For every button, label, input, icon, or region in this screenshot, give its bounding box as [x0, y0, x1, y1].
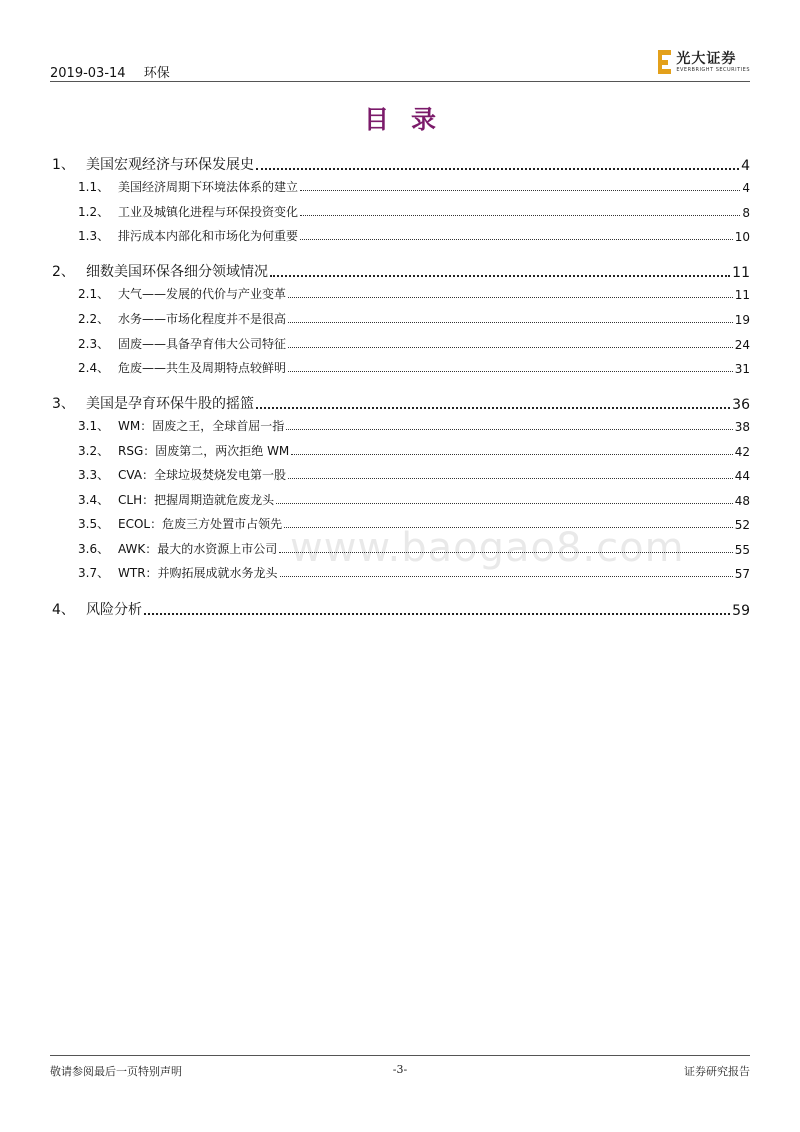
toc-subsection-row[interactable]	[52, 202, 750, 220]
toc-page-number[interactable]: 36	[732, 397, 750, 413]
toc-dot-leader	[288, 322, 733, 323]
page-title: 目录	[363, 105, 458, 134]
toc-page-number[interactable]: 31	[734, 362, 750, 376]
toc-number: 2.4、	[78, 361, 110, 375]
toc-subsection-row[interactable]	[52, 358, 750, 376]
toc-label[interactable]: WTR：并购拓展成就水务龙头	[118, 566, 278, 580]
toc-number: 2、	[52, 264, 75, 280]
toc-section-row[interactable]	[52, 259, 750, 281]
toc-page-number[interactable]: 44	[734, 469, 750, 483]
toc-subsection-row[interactable]	[52, 226, 750, 244]
toc-label[interactable]: WM：固废之王，全球首屈一指	[118, 419, 285, 433]
toc-label[interactable]: RSG：固废第二，两次拒绝 WM	[118, 444, 290, 458]
toc-dot-leader	[280, 576, 733, 577]
toc-section-row[interactable]	[52, 391, 750, 413]
toc-dot-leader	[279, 552, 732, 553]
toc-number: 3.2、	[78, 444, 110, 458]
watermark: www.baogao8.com	[290, 525, 685, 571]
toc-page-number[interactable]: 11	[734, 288, 750, 302]
toc-page-number[interactable]: 19	[734, 313, 750, 327]
toc-dot-leader	[286, 429, 732, 430]
toc-page-number[interactable]: 10	[734, 230, 750, 244]
toc-dot-leader	[291, 454, 732, 455]
toc-dot-leader	[284, 527, 733, 528]
toc-section-row[interactable]	[52, 597, 750, 619]
toc-label[interactable]: 固废——具备孕育伟大公司特征	[118, 337, 287, 351]
toc-label[interactable]: 美国经济周期下环境法体系的建立	[118, 180, 299, 194]
toc-page-number[interactable]: 4	[742, 181, 750, 195]
toc-number: 1.2、	[78, 205, 110, 219]
toc-section-row[interactable]	[52, 152, 750, 174]
toc-label[interactable]: CLH：把握周期造就危废龙头	[118, 493, 275, 507]
toc-number: 3.1、	[78, 419, 110, 433]
page-footer	[50, 1055, 750, 1079]
toc-number: 3.7、	[78, 566, 110, 580]
toc-number: 3.4、	[78, 493, 110, 507]
toc-page-number[interactable]: 59	[732, 603, 750, 619]
toc-dot-leader	[288, 347, 733, 348]
toc-label[interactable]: 细数美国环保各细分领域情况	[86, 264, 268, 280]
toc-label[interactable]: CVA：全球垃圾焚烧发电第一股	[118, 468, 287, 482]
toc-subsection-row[interactable]	[52, 563, 750, 581]
page-number: -3-	[392, 1063, 408, 1076]
toc-subsection-row[interactable]	[52, 309, 750, 327]
toc-dot-leader	[288, 297, 733, 298]
toc-dot-leader	[300, 239, 733, 240]
toc-number: 1.1、	[78, 180, 110, 194]
toc-label[interactable]: 美国是孕育环保牛股的摇篮	[86, 396, 254, 412]
toc-page-number[interactable]: 38	[734, 420, 750, 434]
report-date: 2019-03-14	[50, 66, 126, 81]
toc-number: 3.3、	[78, 468, 110, 482]
sector-label: 环保	[143, 66, 170, 81]
toc-dot-leader	[256, 407, 730, 409]
toc-number: 3、	[52, 396, 75, 412]
toc-subsection-row[interactable]	[52, 490, 750, 508]
brand-name-cn: 光大证券	[676, 50, 737, 67]
everbright-logo-icon	[658, 50, 671, 74]
toc-label[interactable]: 水务——市场化程度并不是很高	[118, 312, 287, 326]
toc-dot-leader	[288, 478, 733, 479]
toc-page-number[interactable]: 42	[734, 445, 750, 459]
toc-number: 1.3、	[78, 229, 110, 243]
toc-number: 4、	[52, 602, 75, 618]
toc-label[interactable]: 工业及城镇化进程与环保投资变化	[118, 205, 299, 219]
everbright-logo	[658, 50, 750, 74]
toc-dot-leader	[256, 168, 739, 170]
toc-page-number[interactable]: 52	[734, 518, 750, 532]
toc-page-number[interactable]: 57	[734, 567, 750, 581]
toc-page-number[interactable]: 48	[734, 494, 750, 508]
toc-dot-leader	[288, 371, 733, 372]
toc-number: 1、	[52, 157, 75, 173]
toc-page-number[interactable]: 8	[742, 206, 750, 220]
toc-subsection-row[interactable]	[52, 177, 750, 195]
toc-label[interactable]: 美国宏观经济与环保发展史	[86, 157, 254, 173]
toc-label[interactable]: 大气——发展的代价与产业变革	[118, 287, 287, 301]
toc-subsection-row[interactable]	[52, 465, 750, 483]
toc-subsection-row[interactable]	[52, 334, 750, 352]
toc-number: 3.5、	[78, 517, 110, 531]
toc-page-number[interactable]: 11	[732, 265, 750, 281]
toc-dot-leader	[300, 190, 740, 191]
toc-label[interactable]: AWK：最大的水资源上市公司	[118, 542, 278, 556]
toc-dot-leader	[270, 275, 730, 277]
header-meta	[50, 62, 184, 81]
toc-number: 2.2、	[78, 312, 110, 326]
toc-subsection-row[interactable]	[52, 514, 750, 532]
toc-label[interactable]: 风险分析	[86, 602, 142, 618]
toc-page-number[interactable]: 55	[734, 543, 750, 557]
toc-subsection-row[interactable]	[52, 284, 750, 302]
footer-disclaimer: 敬请参阅最后一页特别声明	[50, 1065, 182, 1078]
toc-dot-leader	[276, 503, 733, 504]
toc-label[interactable]: ECOL：危废三方处置市占领先	[118, 517, 283, 531]
toc-page-number[interactable]: 24	[734, 338, 750, 352]
toc-page-number[interactable]: 4	[741, 158, 750, 174]
footer-report-type: 证券研究报告	[684, 1065, 750, 1078]
toc-label[interactable]: 排污成本内部化和市场化为何重要	[118, 229, 299, 243]
page-header	[50, 48, 750, 82]
toc-number: 2.1、	[78, 287, 110, 301]
toc-number: 3.6、	[78, 542, 110, 556]
toc-subsection-row[interactable]	[52, 539, 750, 557]
brand-name-en: EVERBRIGHT SECURITIES	[676, 66, 750, 73]
toc-subsection-row[interactable]	[52, 416, 750, 434]
toc-subsection-row[interactable]	[52, 441, 750, 459]
toc-dot-leader	[144, 613, 730, 615]
toc-label[interactable]: 危废——共生及周期特点较鲜明	[118, 361, 287, 375]
toc-number: 2.3、	[78, 337, 110, 351]
toc-dot-leader	[300, 215, 740, 216]
